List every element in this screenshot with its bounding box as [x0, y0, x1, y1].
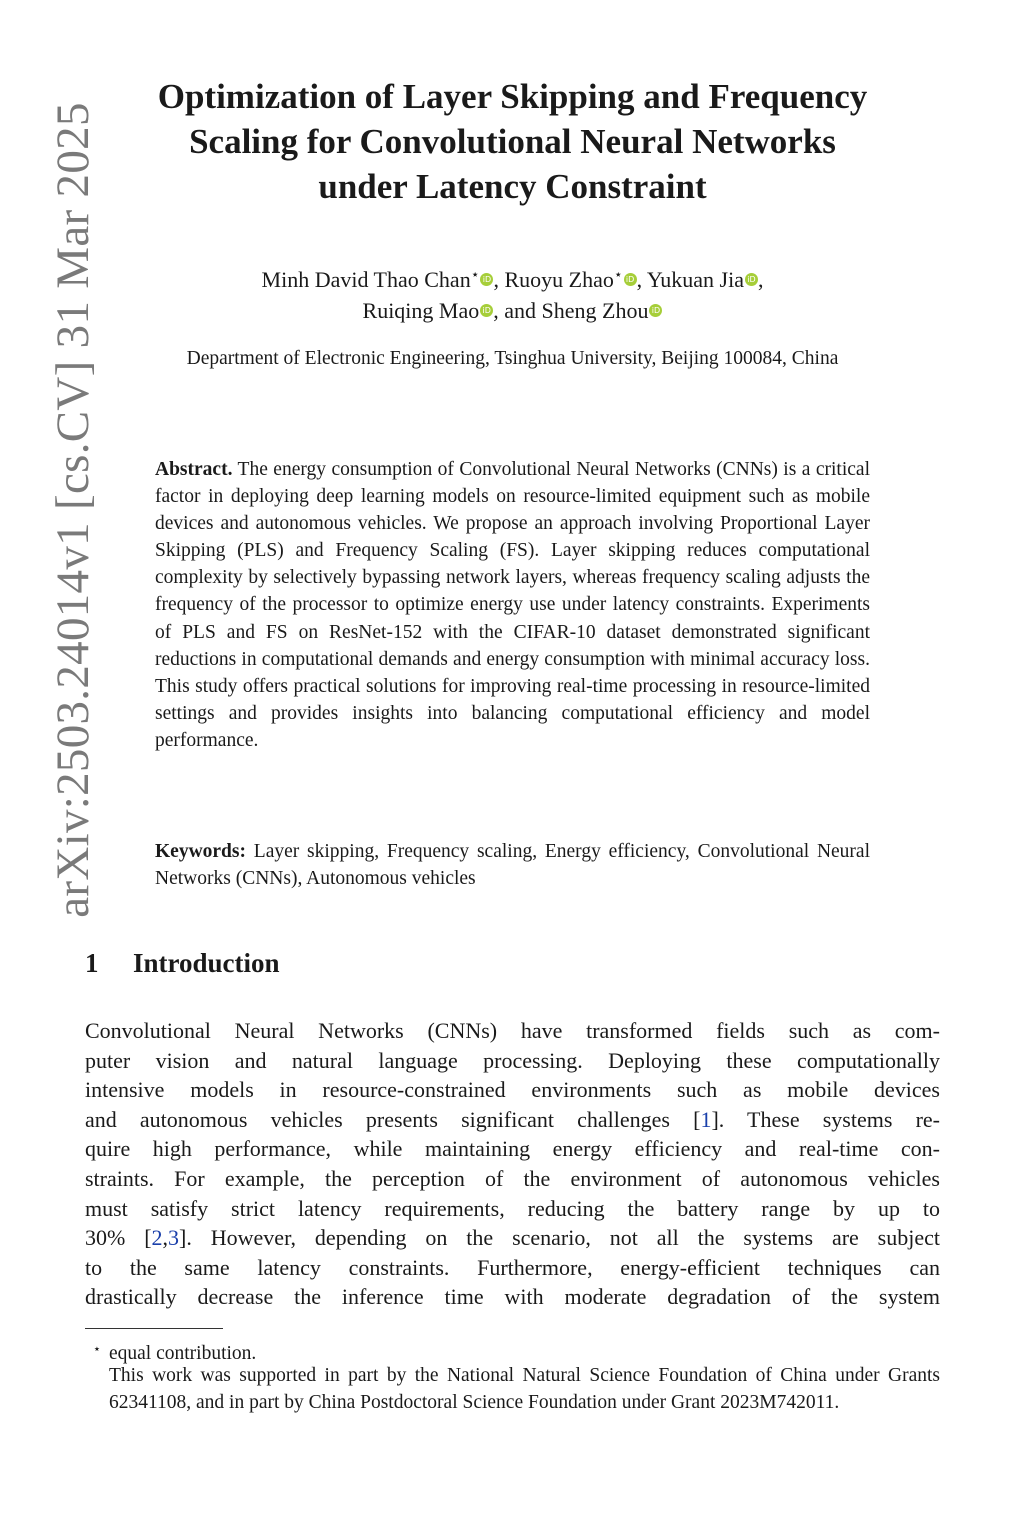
footnote-divider: [85, 1328, 223, 1329]
intro-line: straints. For example, the perception of the environment of autonomous vehicles: [85, 1165, 940, 1191]
equal-contribution-star: ⋆: [470, 268, 480, 283]
title-line-3: under Latency Constraint: [318, 167, 707, 206]
section-title: Introduction: [133, 948, 280, 978]
orcid-icon[interactable]: iD: [480, 273, 493, 286]
author-separator: ,: [757, 267, 764, 292]
author-list: [95, 260, 930, 326]
footnote-funding: This work was supported in part by the National Natural Science Foundation of China under Grants 62341108, and in part by China Postdoctoral Science Foundation under Grant 2023M742011.: [109, 1365, 940, 1413]
intro-text: and autonomous vehicles presents significant challenges [: [85, 1106, 701, 1132]
abstract-text: The energy consumption of Convolutional Neural Networks (CNNs) is a critical factor in deploying deep learning models on resource-limited equipment such as mobile devices and autonomous vehicles. We propose an approach involving Proportional Layer Skipping (PLS) and Frequency Scaling (FS). Layer skipping reduces computational complexity by selectively bypassing network layers, whereas frequency scaling adjusts the frequency of the processor to optimize energy use under latency constraints. Experiments of PLS and FS on ResNet-152 with the CIFAR-10 dataset demonstrated significant reductions in computational demands and energy consumption with minimal accuracy loss. This study offers practical solutions for improving real-time processing in resource-limited settings and provides insights into balancing computational efficiency and model performance.: [155, 459, 870, 751]
keywords: [155, 838, 870, 892]
arxiv-identifier-stamp: arXiv:2503.24014v1 [cs.CV] 31 Mar 2025: [47, 102, 99, 918]
author-separator: ,: [636, 267, 643, 292]
paper-title: [95, 74, 930, 209]
author-name: Minh David Thao Chan: [261, 267, 471, 292]
intro-text: ]. However, depending on the scenario, not all the systems are subject: [179, 1225, 940, 1251]
orcid-icon[interactable]: iD: [745, 273, 758, 286]
intro-line: must satisfy strict latency requirements, reducing the battery range by up to: [85, 1195, 940, 1221]
author-name: Ruiqing Mao: [362, 298, 480, 323]
author-name: Yukuan Jia: [646, 267, 744, 292]
citation-separator: ,: [162, 1225, 169, 1251]
keywords-label: Keywords:: [155, 841, 246, 862]
affiliation: Department of Electronic Engineering, Tsinghua University, Beijing 100084, China: [186, 348, 839, 369]
title-line-2: Scaling for Convolutional Neural Networks: [189, 122, 836, 161]
citation-link[interactable]: 3: [168, 1225, 180, 1251]
orcid-icon[interactable]: iD: [649, 304, 662, 317]
author-separator: ,: [493, 267, 499, 292]
footnote-text: equal contribution.: [109, 1343, 257, 1364]
title-line-1: Optimization of Layer Skipping and Frequency: [157, 77, 868, 116]
intro-line: puter vision and natural language processing. Deploying these computationally: [85, 1047, 940, 1073]
keywords-text: Layer skipping, Frequency scaling, Energy efficiency, Convolutional Neural Networks (CNNs), Autonomous vehicles: [155, 841, 870, 890]
intro-line: quire high performance, while maintaining energy efficiency and real-time con-: [85, 1136, 940, 1162]
intro-line: intensive models in resource-constrained environments such as mobile devices: [85, 1077, 940, 1103]
orcid-icon[interactable]: iD: [624, 273, 637, 286]
footnote-star-mark: ⋆: [92, 1341, 102, 1356]
citation-link[interactable]: 1: [700, 1106, 712, 1132]
abstract: [155, 456, 870, 754]
intro-line: drastically decrease the inference time with moderate degradation of the system: [85, 1284, 940, 1310]
intro-line: to the same latency constraints. Furthermore, energy-efficient techniques can: [85, 1254, 940, 1280]
introduction-paragraph: [85, 1016, 940, 1312]
intro-line: Convolutional Neural Networks (CNNs) have transformed fields such as com-: [85, 1018, 940, 1043]
equal-contribution-star: ⋆: [613, 268, 623, 283]
section-number: 1: [85, 948, 99, 978]
author-name: Sheng Zhou: [541, 298, 649, 323]
intro-line: [85, 1105, 940, 1135]
intro-text: ]. These systems re-: [711, 1106, 940, 1132]
author-separator: , and: [493, 298, 537, 323]
intro-line: [85, 1223, 940, 1253]
orcid-icon[interactable]: iD: [480, 304, 493, 317]
section-heading: [85, 945, 585, 981]
citation-link[interactable]: 2: [151, 1225, 163, 1251]
abstract-label: Abstract.: [155, 459, 233, 480]
author-name: Ruoyu Zhao: [504, 267, 614, 292]
intro-text: 30% [: [85, 1225, 152, 1251]
